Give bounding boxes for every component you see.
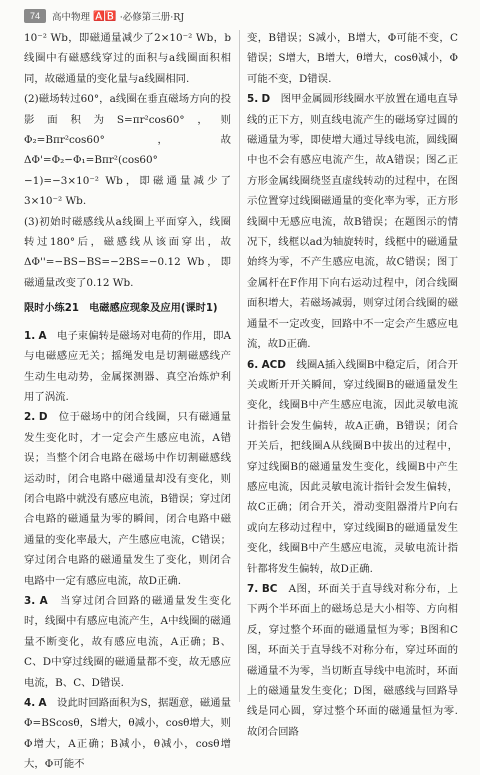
answer-item: [247, 579, 458, 742]
question-number: 6.: [247, 358, 259, 371]
question-number: 3.: [24, 594, 36, 607]
answer-key: ACD: [261, 358, 286, 371]
answer-item: [247, 89, 458, 354]
question-number: 5.: [247, 93, 259, 106]
explanation: 当穿过闭合回路的磁通量发生变化时，线圈中有感应电流产生，A中线圈的磁通量不断变化，故有感应电流，A正确；B、C、D中穿过线圈的磁通量都不变，故无感应电流，B、C、D错误.: [24, 594, 232, 689]
answer-item: [24, 407, 231, 591]
column-divider: [239, 30, 240, 702]
left-column: [24, 28, 231, 775]
answer-key: A: [38, 329, 47, 342]
brand-logo: 🅰️🅱️: [93, 10, 117, 22]
explanation: 图甲金属圆形线圈水平放置在通电直导线的正下方，则直线电流产生的磁场穿过圆的磁通量为零，即使增大通过导线电流，圆线圈中也不会有感应电流产生，故A错误；图乙正方形金属线圈绕竖直虚线转动的过程中，在图示位置穿过线圈磁通量的变化率为零，正方形线圈中无感应电流，故B错误；在题图示的情况下，线框以ad为轴旋转时，线框中的磁通量始终为零，不产生感应电流，故C错误；图丁金属杆在F作用下向右运动过程中，闭合线圈面积增大，若磁场减弱，则穿过闭合线圈的磁通量不一定改变，回路中不一定会产生感应电流，故D正确.: [247, 93, 459, 351]
answer-item: [24, 591, 231, 693]
answer-item: [24, 693, 231, 775]
explanation: 线圈A插入线圈B中稳定后，闭合开关或断开开关瞬间，穿过线圈B的磁通量发生变化，线圈B中产生感应电流，因此灵敏电流计指针会发生偏转，故A正确，B错误；闭合开关后，把线圈A从线圈B中拔出的过程中，穿过线圈B的磁通量发生变化，线圈B中产生感应电流，因此灵敏电流计指针会发生偏转，故C正确；闭合开关，滑动变阻器滑片P向右或向左移动过程中，穿过线圈B的磁通量发生变化，线圈B中产生感应电流，灵敏电流计指针都将发生偏转，故D正确.: [247, 358, 458, 575]
answer-item: [24, 326, 231, 408]
paragraph: (2)磁场转过60°，a线圈在垂直磁场方向的投影面积为S=πr²cos60°，则Φ₂=Bπr²cos60°，故ΔΦ'=Φ₂−Φ₁=Bπr²(cos60°−1)=−3×10⁻² Wb，即磁通量减少了3×10⁻² Wb.: [24, 93, 231, 208]
right-column: [247, 28, 458, 742]
answer-item: [247, 355, 458, 579]
explanation: 位于磁场中的闭合线圈，只有磁通量发生变化时，才一定会产生感应电流，A错误；当整个闭合电路在磁场中作切割磁感线运动时，闭合电路中磁通量却没有变化，则闭合电路中就没有感应电流，B错误；穿过闭合电路的磁通量为零的瞬间，闭合电路中磁通量的变化率最大，产生感应电流，C错误；穿过闭合电路的磁通量发生了变化，则闭合电路中一定有感应电流，故D正确.: [24, 411, 232, 587]
question-number: 7.: [247, 582, 259, 595]
explanation: 电子束偏转是磁场对电荷的作用，即A与电磁感应无关；摇绳发电是切割磁感线产生动生电动势，金属探测器、真空冶炼炉利用了涡流.: [24, 329, 231, 403]
question-number: 2.: [24, 411, 36, 424]
answer-key: BC: [261, 582, 278, 595]
paragraph: 变，B错误；S减小，B增大，Φ可能不变，C错误；S增大，B增大，θ增大，cosθ减小，Φ可能不变，D错误.: [247, 32, 458, 85]
page-header: [24, 6, 187, 26]
explanation: 设此时回路面积为S，据题意，磁通量Φ=BScosθ，S增大，θ减小，cosθ增大，则Φ增大，A正确；B减小，θ减小，cosθ增大，Φ可能不: [24, 697, 231, 771]
book-title: 高中物理: [52, 12, 91, 23]
paragraph: (3)初始时磁感线从a线圈上平面穿入，线圈转过180°后，磁感线从该面穿出，故ΔΦ''=−BS−BS=−2BS=−0.12 Wb，即磁通量改变了0.12 Wb.: [24, 215, 231, 289]
answer-key: A: [38, 697, 47, 709]
answer-key: A: [39, 594, 48, 607]
question-number: 4.: [24, 697, 36, 709]
question-number: 1.: [24, 329, 36, 342]
section-title: 限时小练21 电磁感应现象及应用(课时1): [24, 303, 218, 315]
answer-key: D: [261, 93, 271, 106]
paragraph: 10⁻² Wb，即磁通量减少了2×10⁻² Wb，b线圈中有磁感线穿过的面积与a线圈面积相同，故磁通量的变化量与a线圈相同.: [24, 32, 231, 85]
page-number: 74: [24, 9, 46, 23]
explanation: A图，环面关于直导线对称分布，上下两个半环面上的磁场总是大小相等、方向相反，穿过整个环面的磁通量恒为零；B图和C图，环面关于直导线不对称分布，穿过环面的磁通量不为零，当切断直导线中电流时，环面上的磁通量发生变化；D图，磁感线与回路导线是同心圆，穿过整个环面的磁通量恒为零.故闭合回路: [247, 582, 458, 738]
answer-key: D: [38, 411, 48, 424]
book-subtitle: ·必修第三册·RJ: [119, 12, 185, 23]
